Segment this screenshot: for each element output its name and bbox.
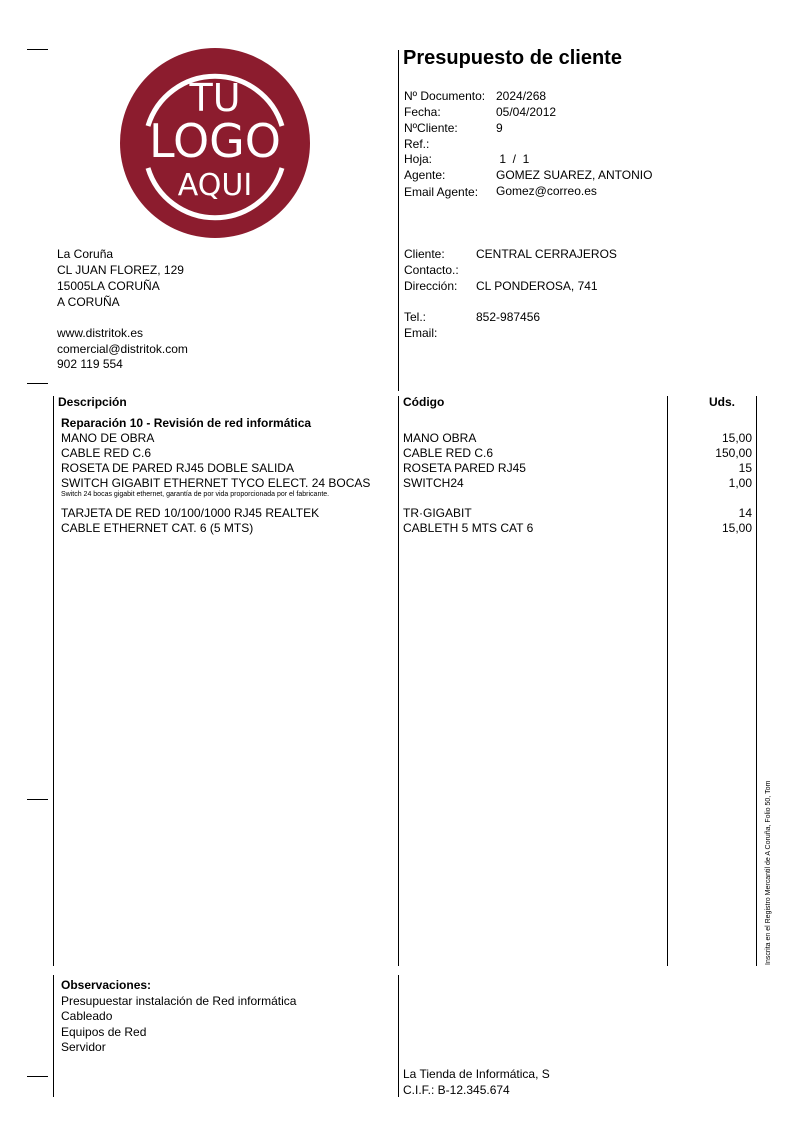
client-number-value: 9 bbox=[496, 121, 503, 135]
client-email-label: Email: bbox=[404, 326, 438, 340]
header-units: Uds. bbox=[709, 395, 736, 409]
table-right-border bbox=[756, 396, 757, 966]
address-label: Dirección: bbox=[404, 279, 458, 293]
agent-email-value: Gomez@correo.es bbox=[496, 184, 597, 198]
agent-value: GOMEZ SUAREZ, ANTONIO bbox=[496, 168, 653, 182]
client-label: Cliente: bbox=[404, 247, 445, 261]
observation-line: Presupuestar instalación de Red informática bbox=[61, 994, 297, 1008]
document-title: Presupuesto de cliente bbox=[403, 47, 622, 69]
section-title: Reparación 10 - Revisión de red informática bbox=[61, 416, 312, 430]
client-value: CENTRAL CERRAJEROS bbox=[476, 247, 617, 261]
footer-company-name: La Tienda de Informática, S bbox=[403, 1067, 550, 1081]
row-units: 15,00 bbox=[721, 521, 752, 535]
company-street: CL JUAN FLOREZ, 129 bbox=[57, 263, 184, 277]
agent-email-label: Email Agente: bbox=[404, 185, 479, 199]
row-code: SWITCH24 bbox=[403, 476, 464, 490]
table-left-border bbox=[53, 396, 54, 966]
row-description: CABLE ETHERNET CAT. 6 (5 MTS) bbox=[61, 521, 254, 535]
row-code: CABLE RED C.6 bbox=[403, 446, 494, 460]
date-label: Fecha: bbox=[404, 105, 441, 119]
row-description: TARJETA DE RED 10/100/1000 RJ45 REALTEK bbox=[61, 506, 320, 520]
header-code: Código bbox=[403, 395, 445, 409]
address-value: CL PONDEROSA, 741 bbox=[476, 279, 598, 293]
row-code: CABLETH 5 MTS CAT 6 bbox=[403, 521, 534, 535]
fold-mark-top bbox=[27, 49, 48, 50]
row-description: SWITCH GIGABIT ETHERNET TYCO ELECT. 24 BOCAS bbox=[61, 476, 371, 490]
row-units: 15 bbox=[738, 461, 752, 475]
logo-text-tu: TU bbox=[189, 76, 241, 120]
company-postal: 15005LA CORUÑA bbox=[57, 279, 160, 293]
row-description: ROSETA DE PARED RJ45 DOBLE SALIDA bbox=[61, 461, 294, 475]
date-value: 05/04/2012 bbox=[496, 105, 557, 119]
contact-label: Contacto.: bbox=[404, 263, 459, 277]
row-code: ROSETA PARED RJ45 bbox=[403, 461, 526, 475]
row-code: TR·GIGABIT bbox=[403, 506, 472, 520]
row-code: MANO OBRA bbox=[403, 431, 477, 445]
doc-number-label: Nº Documento: bbox=[404, 89, 486, 103]
fold-mark-2 bbox=[27, 383, 48, 384]
footer-divider bbox=[398, 975, 399, 1097]
company-email[interactable]: comercial@distritok.com bbox=[57, 342, 188, 356]
footer-cif: C.I.F.: B-12.345.674 bbox=[403, 1083, 510, 1097]
doc-number-value: 2024/268 bbox=[496, 89, 547, 103]
agent-label: Agente: bbox=[404, 168, 446, 182]
company-province: A CORUÑA bbox=[57, 295, 120, 309]
company-logo bbox=[118, 46, 312, 240]
page-value: 1 / 1 bbox=[496, 152, 530, 166]
observation-line: Equipos de Red bbox=[61, 1025, 147, 1039]
header-description: Descripción bbox=[58, 395, 127, 409]
client-number-label: NºCliente: bbox=[404, 121, 458, 135]
company-city: La Coruña bbox=[57, 247, 114, 261]
logo-text-aqui: AQUI bbox=[177, 168, 253, 203]
observation-line: Cableado bbox=[61, 1009, 113, 1023]
company-phone: 902 119 554 bbox=[57, 357, 123, 371]
ref-label: Ref.: bbox=[404, 137, 430, 151]
row-description: CABLE RED C.6 bbox=[61, 446, 152, 460]
row-units: 150,00 bbox=[715, 446, 752, 460]
phone-value: 852-987456 bbox=[476, 310, 541, 324]
registry-note: Inscrita en el Registro Mercantil de A Coruña, Folio 50, Tom bbox=[765, 780, 772, 965]
company-web[interactable]: www.distritok.es bbox=[57, 326, 144, 340]
table-units-divider bbox=[667, 396, 668, 966]
switch-note: Switch 24 bocas gigabit ethernet, garantía de por vida proporcionada por el fabricante. bbox=[61, 491, 330, 498]
fold-mark-3 bbox=[27, 799, 48, 800]
row-units: 14 bbox=[738, 506, 752, 520]
table-code-divider bbox=[398, 396, 399, 966]
fold-mark-bottom bbox=[27, 1076, 48, 1077]
logo-text-logo: LOGO bbox=[148, 114, 282, 168]
row-units: 15,00 bbox=[721, 431, 752, 445]
page-label: Hoja: bbox=[404, 152, 433, 166]
phone-label: Tel.: bbox=[404, 310, 427, 324]
observations-title: Observaciones: bbox=[61, 978, 152, 992]
observation-line: Servidor bbox=[61, 1040, 106, 1054]
footer-left-border bbox=[53, 975, 54, 1097]
row-description: MANO DE OBRA bbox=[61, 431, 155, 445]
header-divider bbox=[398, 50, 399, 391]
row-units: 1,00 bbox=[728, 476, 752, 490]
